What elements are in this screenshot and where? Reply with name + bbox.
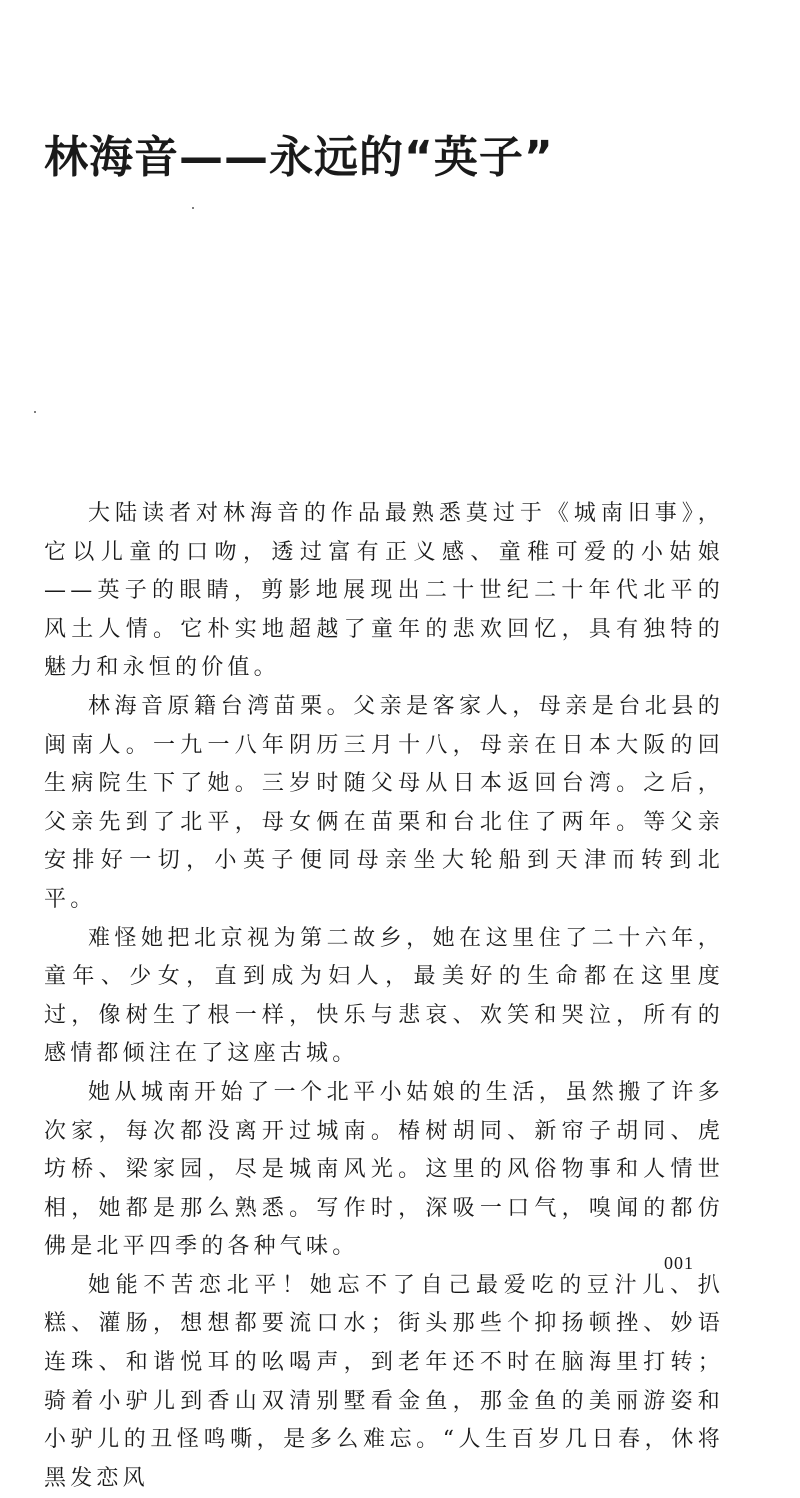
paragraph-3: 难怪她把北京视为第二故乡，她在这里住了二十六年，童年、少女，直到成为妇人，最美好的生命都在这里度过，像树生了根一样，快乐与悲哀、欢笑和哭泣，所有的感情都倾注在了这座古城。 <box>44 925 724 1067</box>
page-number: 001 <box>664 1253 694 1273</box>
paragraph-2: 林海音原籍台湾苗栗。父亲是客家人，母亲是台北县的闽南人。一九一八年阴历三月十八，母亲在日本大阪的回生病院生下了她。三岁时随父母从日本返回台湾。之后，父亲先到了北平，母女俩在苗栗和台北住了两年。等父亲安排好一切，小英子便同母亲坐大轮船到天津而转到北平。 <box>44 693 724 912</box>
body-text <box>44 495 724 1498</box>
paragraph-5: 她能不苦恋北平！她忘不了自己最爱吃的豆汁儿、扒糕、灌肠，想想都要流口水；街头那些个抑扬顿挫、妙语连珠、和谐悦耳的吆喝声，到老年还不时在脑海里打转；骑着小驴儿到香山双清别墅看金鱼，那金鱼的美丽游姿和小驴儿的丑怪鸣嘶，是多么难忘。“人生百岁几日春，休将黑发恋风 <box>44 1272 724 1491</box>
print-speck <box>34 411 36 413</box>
print-speck <box>192 207 194 209</box>
paragraph-1: 大陆读者对林海音的作品最熟悉莫过于《城南旧事》，它以儿童的口吻，透过富有正义感、童稚可爱的小姑娘——英子的眼睛，剪影地展现出二十世纪二十年代北平的风土人情。它朴实地超越了童年的悲欢回忆，具有独特的魅力和永恒的价值。 <box>44 501 724 681</box>
paragraph-4: 她从城南开始了一个北平小姑娘的生活，虽然搬了许多次家，每次都没离开过城南。椿树胡同、新帘子胡同、虎坊桥、梁家园，尽是城南风光。这里的风俗物事和人情世相，她都是那么熟悉。写作时，深吸一口气，嗅闻的都仿佛是北平四季的各种气味。 <box>44 1079 724 1260</box>
chapter-title: 林海音——永远的“英子” <box>44 132 554 183</box>
